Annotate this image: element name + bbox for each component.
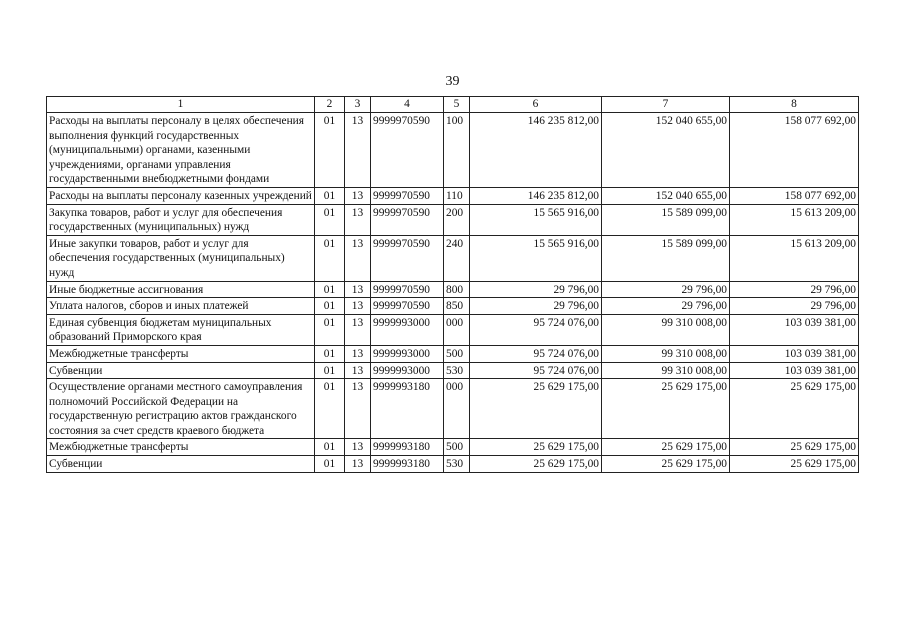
amount-col7-cell: 25 629 175,00 <box>602 379 730 439</box>
expense-name-cell: Единая субвенция бюджетам муниципальных образований Приморского края <box>47 314 315 345</box>
subsection-code-cell: 13 <box>345 298 371 315</box>
amount-col8-cell: 25 629 175,00 <box>730 379 859 439</box>
expense-type-code-cell: 100 <box>444 113 470 188</box>
header-cell-8: 8 <box>730 97 859 113</box>
amount-col6-cell: 25 629 175,00 <box>470 379 602 439</box>
table-header-row <box>47 97 859 113</box>
amount-col7-cell: 15 589 099,00 <box>602 204 730 235</box>
target-item-code-cell: 9999970590 <box>371 187 444 204</box>
subsection-code-cell: 13 <box>345 362 371 379</box>
amount-col8-cell: 25 629 175,00 <box>730 439 859 456</box>
amount-col7-cell: 152 040 655,00 <box>602 113 730 188</box>
section-code-cell: 01 <box>315 235 345 281</box>
target-item-code-cell: 9999993180 <box>371 456 444 473</box>
target-item-code-cell: 9999970590 <box>371 113 444 188</box>
amount-col7-cell: 15 589 099,00 <box>602 235 730 281</box>
target-item-code-cell: 9999970590 <box>371 298 444 315</box>
expense-type-code-cell: 850 <box>444 298 470 315</box>
amount-col8-cell: 158 077 692,00 <box>730 113 859 188</box>
amount-col7-cell: 29 796,00 <box>602 298 730 315</box>
expense-name-cell: Расходы на выплаты персоналу в целях обеспечения выполнения функций государственных (муниципальными) органами, казенными учреждениями, органами управления государственными внебюджетными фондами <box>47 113 315 188</box>
header-cell-7: 7 <box>602 97 730 113</box>
expense-type-code-cell: 110 <box>444 187 470 204</box>
target-item-code-cell: 9999993000 <box>371 345 444 362</box>
expense-name-cell: Уплата налогов, сборов и иных платежей <box>47 298 315 315</box>
amount-col6-cell: 95 724 076,00 <box>470 362 602 379</box>
expense-type-code-cell: 500 <box>444 345 470 362</box>
section-code-cell: 01 <box>315 281 345 298</box>
amount-col6-cell: 95 724 076,00 <box>470 345 602 362</box>
subsection-code-cell: 13 <box>345 345 371 362</box>
amount-col7-cell: 25 629 175,00 <box>602 456 730 473</box>
amount-col8-cell: 103 039 381,00 <box>730 345 859 362</box>
target-item-code-cell: 9999993180 <box>371 379 444 439</box>
expense-type-code-cell: 500 <box>444 439 470 456</box>
expense-type-code-cell: 000 <box>444 314 470 345</box>
header-cell-5: 5 <box>444 97 470 113</box>
expense-name-cell: Иные бюджетные ассигнования <box>47 281 315 298</box>
section-code-cell: 01 <box>315 204 345 235</box>
subsection-code-cell: 13 <box>345 187 371 204</box>
target-item-code-cell: 9999970590 <box>371 235 444 281</box>
table-row <box>47 362 859 379</box>
amount-col6-cell: 29 796,00 <box>470 298 602 315</box>
header-cell-6: 6 <box>470 97 602 113</box>
table-row <box>47 439 859 456</box>
section-code-cell: 01 <box>315 439 345 456</box>
budget-table <box>46 96 859 473</box>
table-row <box>47 345 859 362</box>
amount-col7-cell: 99 310 008,00 <box>602 314 730 345</box>
header-cell-1: 1 <box>47 97 315 113</box>
section-code-cell: 01 <box>315 298 345 315</box>
table-row <box>47 281 859 298</box>
amount-col8-cell: 103 039 381,00 <box>730 362 859 379</box>
target-item-code-cell: 9999970590 <box>371 204 444 235</box>
header-cell-2: 2 <box>315 97 345 113</box>
expense-type-code-cell: 240 <box>444 235 470 281</box>
subsection-code-cell: 13 <box>345 314 371 345</box>
amount-col6-cell: 95 724 076,00 <box>470 314 602 345</box>
section-code-cell: 01 <box>315 187 345 204</box>
amount-col6-cell: 25 629 175,00 <box>470 456 602 473</box>
amount-col8-cell: 158 077 692,00 <box>730 187 859 204</box>
section-code-cell: 01 <box>315 345 345 362</box>
expense-type-code-cell: 000 <box>444 379 470 439</box>
expense-type-code-cell: 800 <box>444 281 470 298</box>
expense-name-cell: Иные закупки товаров, работ и услуг для обеспечения государственных (муниципальных) нужд <box>47 235 315 281</box>
amount-col8-cell: 29 796,00 <box>730 281 859 298</box>
section-code-cell: 01 <box>315 314 345 345</box>
amount-col7-cell: 25 629 175,00 <box>602 439 730 456</box>
amount-col7-cell: 99 310 008,00 <box>602 362 730 379</box>
subsection-code-cell: 13 <box>345 456 371 473</box>
subsection-code-cell: 13 <box>345 204 371 235</box>
amount-col8-cell: 15 613 209,00 <box>730 204 859 235</box>
expense-name-cell: Расходы на выплаты персоналу казенных учреждений <box>47 187 315 204</box>
table-row <box>47 298 859 315</box>
amount-col6-cell: 25 629 175,00 <box>470 439 602 456</box>
expense-name-cell: Межбюджетные трансферты <box>47 439 315 456</box>
subsection-code-cell: 13 <box>345 113 371 188</box>
section-code-cell: 01 <box>315 379 345 439</box>
table-row <box>47 379 859 439</box>
target-item-code-cell: 9999970590 <box>371 281 444 298</box>
subsection-code-cell: 13 <box>345 281 371 298</box>
table-row <box>47 314 859 345</box>
subsection-code-cell: 13 <box>345 439 371 456</box>
target-item-code-cell: 9999993180 <box>371 439 444 456</box>
table-body <box>47 113 859 473</box>
table-row <box>47 113 859 188</box>
amount-col7-cell: 99 310 008,00 <box>602 345 730 362</box>
amount-col6-cell: 146 235 812,00 <box>470 187 602 204</box>
header-cell-4: 4 <box>371 97 444 113</box>
amount-col8-cell: 103 039 381,00 <box>730 314 859 345</box>
expense-name-cell: Осуществление органами местного самоуправления полномочий Российской Федерации на государственную регистрацию актов гражданского состояния за счет средств краевого бюджета <box>47 379 315 439</box>
expense-type-code-cell: 530 <box>444 456 470 473</box>
amount-col8-cell: 25 629 175,00 <box>730 456 859 473</box>
subsection-code-cell: 13 <box>345 379 371 439</box>
expense-type-code-cell: 530 <box>444 362 470 379</box>
section-code-cell: 01 <box>315 362 345 379</box>
expense-name-cell: Субвенции <box>47 362 315 379</box>
table-row <box>47 456 859 473</box>
table-row <box>47 187 859 204</box>
expense-type-code-cell: 200 <box>444 204 470 235</box>
expense-name-cell: Субвенции <box>47 456 315 473</box>
amount-col8-cell: 29 796,00 <box>730 298 859 315</box>
table-row <box>47 235 859 281</box>
amount-col7-cell: 152 040 655,00 <box>602 187 730 204</box>
amount-col6-cell: 29 796,00 <box>470 281 602 298</box>
amount-col6-cell: 15 565 916,00 <box>470 235 602 281</box>
amount-col6-cell: 15 565 916,00 <box>470 204 602 235</box>
header-cell-3: 3 <box>345 97 371 113</box>
target-item-code-cell: 9999993000 <box>371 314 444 345</box>
target-item-code-cell: 9999993000 <box>371 362 444 379</box>
amount-col8-cell: 15 613 209,00 <box>730 235 859 281</box>
expense-name-cell: Межбюджетные трансферты <box>47 345 315 362</box>
page-number: 39 <box>445 74 460 89</box>
amount-col6-cell: 146 235 812,00 <box>470 113 602 188</box>
section-code-cell: 01 <box>315 113 345 188</box>
section-code-cell: 01 <box>315 456 345 473</box>
table-row <box>47 204 859 235</box>
expense-name-cell: Закупка товаров, работ и услуг для обеспечения государственных (муниципальных) нужд <box>47 204 315 235</box>
subsection-code-cell: 13 <box>345 235 371 281</box>
amount-col7-cell: 29 796,00 <box>602 281 730 298</box>
